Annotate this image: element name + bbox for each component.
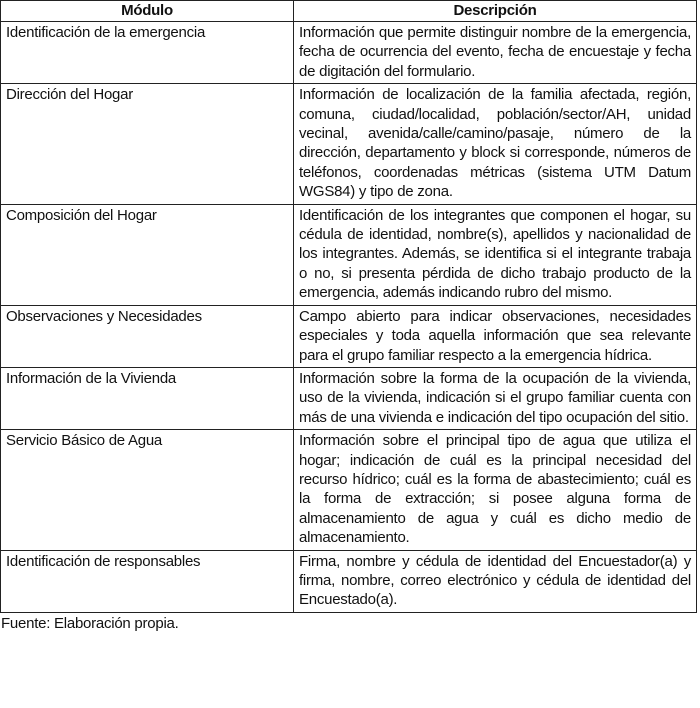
- description-cell: Información sobre la forma de la ocupación de la vivienda, uso de la vivienda, indicación si el grupo familiar cuenta con más de una vivienda e indicación del tipo ocupación del sitio.: [294, 367, 697, 429]
- description-cell: Información sobre el principal tipo de agua que utiliza el hogar; indicación de cuál es la principal necesidad del recurso hídrico; cuál es la forma de abastecimiento; cuál es la forma de extracción; si posee alguna forma de almacenamiento de agua y cuál es dicho medio de almacenamiento.: [294, 430, 697, 550]
- table-row: [1, 550, 697, 612]
- description-cell: Información de localización de la familia afectada, región, comuna, ciudad/localidad, población/sector/AH, unidad vecinal, avenida/calle/camino/pasaje, número de la dirección, departamento y block si corresponde, números de teléfonos, coordenadas métricas (sistema UTM Datum WGS84) y tipo de zona.: [294, 84, 697, 204]
- table-row: [1, 204, 697, 305]
- module-cell: Observaciones y Necesidades: [1, 305, 294, 367]
- header-description: Descripción: [294, 1, 697, 22]
- table-row: [1, 305, 697, 367]
- module-cell: Dirección del Hogar: [1, 84, 294, 204]
- description-cell: Campo abierto para indicar observaciones, necesidades especiales y toda aquella información que sea relevante para el grupo familiar respecto a la emergencia hídrica.: [294, 305, 697, 367]
- module-cell: Información de la Vivienda: [1, 367, 294, 429]
- source-note: Fuente: Elaboración propia.: [1, 614, 179, 632]
- table-row: [1, 430, 697, 550]
- table-row: [1, 367, 697, 429]
- description-cell: Identificación de los integrantes que componen el hogar, su cédula de identidad, nombre(s), apellidos y nacionalidad de los integrantes. Además, se identifica si el integrante trabaja o no, si presenta pérdida de dicho trabajo producto de la emergencia, además indicando rubro del mismo.: [294, 204, 697, 305]
- table-row: [1, 84, 697, 204]
- table-row: [1, 22, 697, 84]
- module-cell: Identificación de responsables: [1, 550, 294, 612]
- module-cell: Servicio Básico de Agua: [1, 430, 294, 550]
- module-cell: Composición del Hogar: [1, 204, 294, 305]
- header-module: Módulo: [1, 1, 294, 22]
- description-cell: Información que permite distinguir nombre de la emergencia, fecha de ocurrencia del evento, fecha de encuestaje y fecha de digitación del formulario.: [294, 22, 697, 84]
- module-cell: Identificación de la emergencia: [1, 22, 294, 84]
- description-cell: Firma, nombre y cédula de identidad del Encuestador(a) y firma, nombre, correo electrónico y cédula de identidad del Encuestado(a).: [294, 550, 697, 612]
- header-row: [1, 1, 697, 22]
